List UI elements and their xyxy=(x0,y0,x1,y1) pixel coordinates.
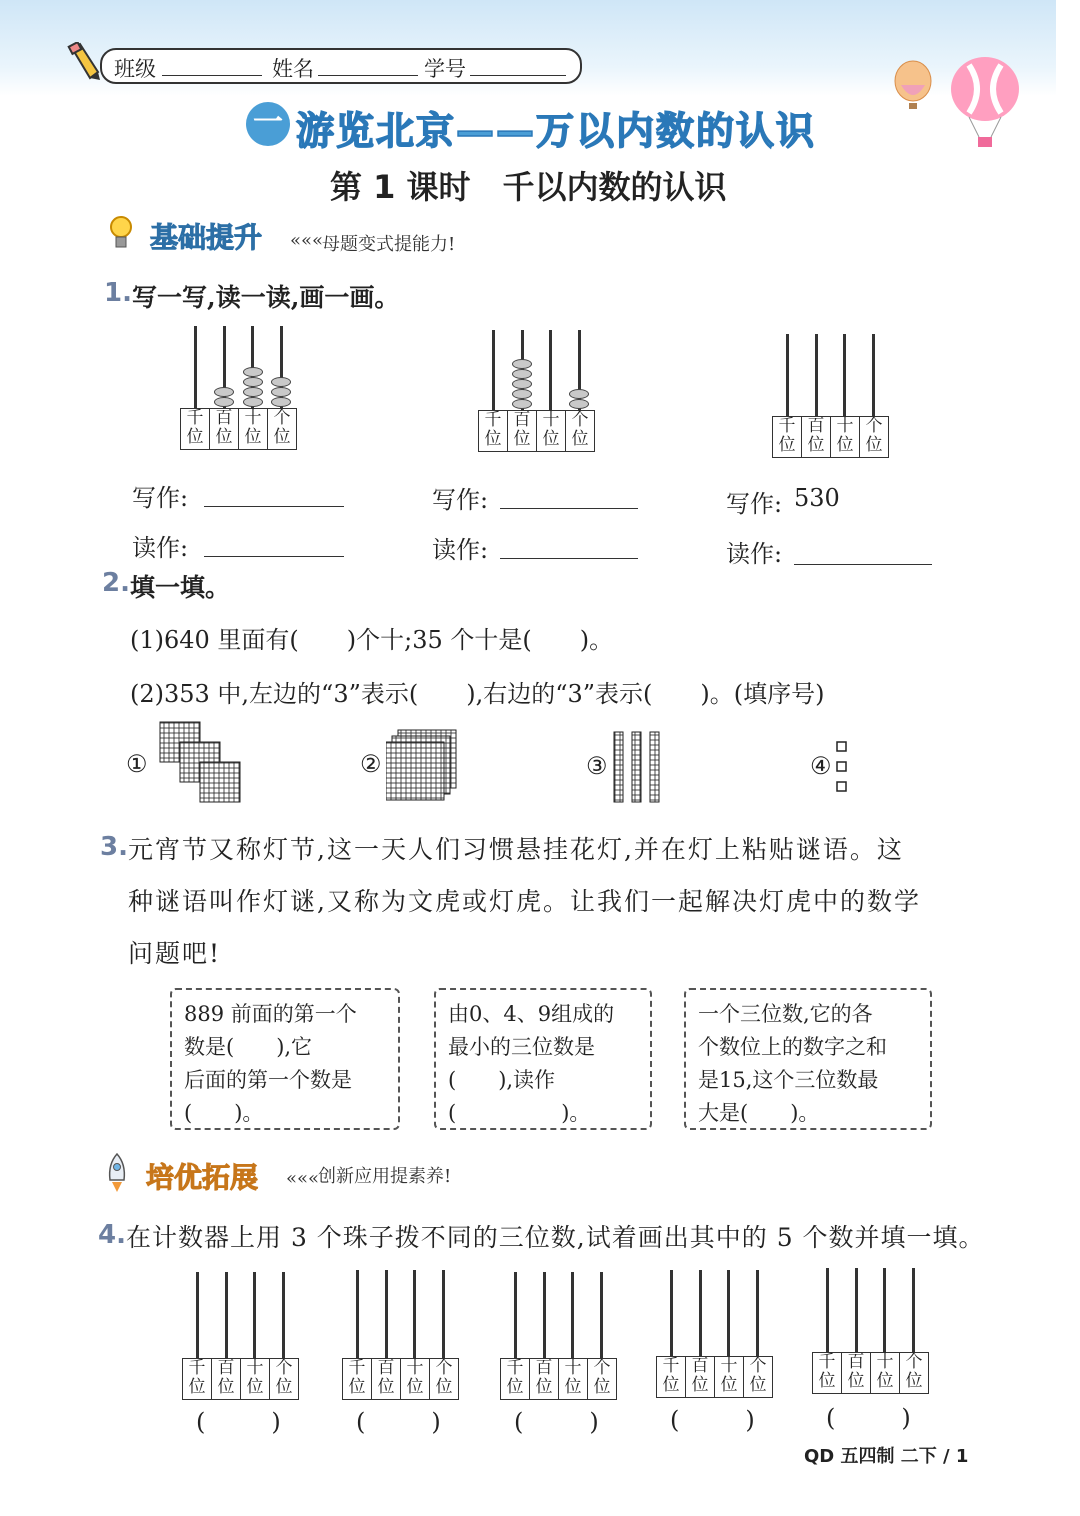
q2-line2: (2)353 中,左边的“3”表示( ),右边的“3”表示( )。(填序号) xyxy=(130,680,825,708)
id-label: 学号 xyxy=(424,57,466,81)
riddle-1-line: ( )。 xyxy=(184,1101,264,1125)
place-label: 千 位 xyxy=(181,409,210,449)
q4-answer-blank-4[interactable]: ( ) xyxy=(670,1406,761,1434)
q1-read-field-3[interactable] xyxy=(794,564,932,565)
abacus-rod xyxy=(514,1272,517,1358)
q1-write-label-2: 写作: xyxy=(432,486,489,514)
hundred-flats-icon xyxy=(386,728,460,802)
q1-write-field-2[interactable] xyxy=(500,508,638,509)
option-4-label: ④ xyxy=(810,752,832,780)
q4-number: 4. xyxy=(98,1220,126,1250)
abacus-rod xyxy=(912,1268,915,1352)
abacus-place-labels xyxy=(812,1352,929,1394)
abacus-rod xyxy=(727,1270,730,1356)
abacus-rod xyxy=(786,334,789,416)
q1-read-label-1: 读作: xyxy=(132,534,189,562)
riddle-2-line: 最小的三位数是 xyxy=(448,1035,595,1059)
place-label: 千 位 xyxy=(657,1357,686,1397)
abacus-rod xyxy=(282,1272,285,1358)
abacus-bead xyxy=(243,397,263,407)
abacus-bead xyxy=(271,387,291,397)
abacus-rod xyxy=(670,1270,673,1356)
place-label: 个 位 xyxy=(571,410,589,449)
ten-rods-icon xyxy=(610,730,664,804)
abacus-3[interactable] xyxy=(772,334,886,458)
q1-write-label-1: 写作: xyxy=(132,484,189,512)
place-label: 千 位 xyxy=(183,1359,212,1399)
place-label: 个 位 xyxy=(435,1358,453,1397)
place-label: 千 位 xyxy=(501,1359,530,1399)
abacus-rod xyxy=(826,1268,829,1352)
place-label: 个 位 xyxy=(593,1358,611,1397)
place-label: 千 位 xyxy=(343,1359,372,1399)
q1-read-field-1[interactable] xyxy=(204,556,344,557)
q3-text-line1: 元宵节又称灯节,这一天人们习惯悬挂花灯,并在灯上粘贴谜语。这 xyxy=(128,835,904,864)
place-label: 千 位 xyxy=(479,411,508,451)
abacus-place-labels xyxy=(180,408,297,450)
abacus-rod xyxy=(571,1272,574,1358)
name-label: 姓名 xyxy=(272,57,314,81)
place-label: 个 位 xyxy=(273,408,291,447)
abacus-rod xyxy=(253,1272,256,1358)
unit-cubes-icon xyxy=(834,740,850,796)
section2-subtitle: 创新应用提素养! xyxy=(318,1166,452,1187)
q1-read-label-2: 读作: xyxy=(432,536,489,564)
unit-number-badge: 一 xyxy=(246,102,290,146)
class-field[interactable] xyxy=(162,75,262,76)
section1-arrow-text: ««« xyxy=(290,230,324,251)
place-label: 百 位 xyxy=(802,417,831,457)
riddle-2-line: 由0、4、9组成的 xyxy=(448,1002,615,1026)
q1-write-label-3: 写作: xyxy=(726,490,783,518)
place-label: 千 位 xyxy=(773,417,802,457)
abacus-rod xyxy=(413,1270,416,1358)
id-field[interactable] xyxy=(470,75,566,76)
abacus-q4-3[interactable] xyxy=(500,1272,614,1400)
q4-answer-blank-2[interactable]: ( ) xyxy=(356,1408,447,1436)
place-label: 十 位 xyxy=(401,1359,430,1399)
place-label: 十 位 xyxy=(871,1353,900,1393)
abacus-rod xyxy=(883,1268,886,1352)
place-label: 百 位 xyxy=(212,1359,241,1399)
unit-title: 游览北京——万以内数的认识 xyxy=(296,109,817,153)
place-label: 百 位 xyxy=(508,411,537,451)
q2-line1: (1)640 里面有( )个十;35 个十是( )。 xyxy=(130,626,614,654)
q2-text: 填一填。 xyxy=(130,573,231,602)
abacus-rod xyxy=(756,1270,759,1356)
q2-number: 2. xyxy=(102,568,130,598)
place-label: 十 位 xyxy=(241,1359,270,1399)
place-label: 个 位 xyxy=(905,1352,923,1391)
riddle-3-line: 一个三位数,它的各 xyxy=(698,1002,873,1026)
q3-text-line3: 问题吧! xyxy=(128,939,222,968)
abacus-rod xyxy=(194,326,197,408)
section1-title: 基础提升 xyxy=(150,221,263,254)
lesson-title: 第 1 课时 千以内数的认识 xyxy=(330,168,727,206)
option-3-label: ③ xyxy=(586,752,608,780)
page-footer: QD 五四制 二下 / 1 xyxy=(804,1446,969,1467)
riddle-1-line: 889 前面的第一个 xyxy=(184,1002,357,1026)
abacus-bead xyxy=(214,387,234,397)
q4-answer-blank-1[interactable]: ( ) xyxy=(196,1408,287,1436)
lightbulb-icon xyxy=(108,214,134,252)
abacus-bead xyxy=(569,399,589,409)
abacus-q4-1[interactable] xyxy=(182,1272,296,1400)
place-label: 百 位 xyxy=(530,1359,559,1399)
place-label: 个 位 xyxy=(865,416,883,455)
abacus-q4-2[interactable] xyxy=(342,1270,456,1400)
abacus-place-labels xyxy=(182,1358,299,1400)
section2-arrow-text: ««« xyxy=(286,1168,320,1189)
q3-text-line2: 种谜语叫作灯谜,又称为文虎或灯虎。让我们一起解决灯虎中的数学 xyxy=(128,887,921,916)
abacus-bead xyxy=(271,377,291,387)
riddle-1-line: 数是( ),它 xyxy=(184,1035,313,1059)
abacus-place-labels xyxy=(656,1356,773,1398)
riddle-3-line: 大是( )。 xyxy=(698,1101,820,1125)
q1-read-field-2[interactable] xyxy=(500,558,638,559)
abacus-rod xyxy=(872,334,875,416)
abacus-bead xyxy=(512,389,532,399)
q1-number: 1. xyxy=(104,278,132,308)
q1-text: 写一写,读一读,画一画。 xyxy=(132,283,400,312)
abacus-bead xyxy=(512,369,532,379)
riddle-3-line: 是15,这个三位数最 xyxy=(698,1068,879,1092)
abacus-bead xyxy=(243,377,263,387)
abacus-rod xyxy=(843,334,846,416)
thousand-cubes-icon xyxy=(154,718,246,810)
abacus-1 xyxy=(180,326,294,450)
abacus-rod xyxy=(815,334,818,416)
abacus-bead xyxy=(243,387,263,397)
q4-answer-blank-3[interactable]: ( ) xyxy=(514,1408,605,1436)
option-1-label: ① xyxy=(126,750,148,778)
abacus-rod xyxy=(225,1272,228,1358)
abacus-rod xyxy=(196,1272,199,1358)
abacus-2 xyxy=(478,330,592,452)
place-label: 十 位 xyxy=(715,1357,744,1397)
abacus-rod xyxy=(543,1272,546,1358)
place-label: 百 位 xyxy=(210,409,239,449)
place-label: 十 位 xyxy=(239,409,268,449)
abacus-rod xyxy=(492,330,495,410)
q1-write-field-1[interactable] xyxy=(204,506,344,507)
abacus-rod xyxy=(699,1270,702,1356)
rocket-icon xyxy=(104,1152,130,1194)
abacus-bead xyxy=(569,389,589,399)
option-2-label: ② xyxy=(360,750,382,778)
abacus-rod xyxy=(356,1270,359,1358)
abacus-q4-4[interactable] xyxy=(656,1270,770,1398)
abacus-rod xyxy=(549,330,552,410)
place-label: 十 位 xyxy=(537,411,566,451)
place-label: 百 位 xyxy=(372,1359,401,1399)
place-label: 十 位 xyxy=(559,1359,588,1399)
section1-subtitle: 母题变式提能力! xyxy=(322,234,456,255)
abacus-rod xyxy=(442,1270,445,1358)
class-label: 班级 xyxy=(114,57,156,81)
q4-text: 在计数器上用 3 个珠子拨不同的三位数,试着画出其中的 5 个数并填一填。 xyxy=(126,1223,985,1252)
place-label: 个 位 xyxy=(749,1356,767,1395)
section2-title: 培优拓展 xyxy=(146,1161,259,1194)
place-label: 十 位 xyxy=(831,417,860,457)
riddle-2-line: ( ),读作 xyxy=(448,1068,556,1092)
abacus-rod xyxy=(600,1272,603,1358)
abacus-q4-5[interactable] xyxy=(812,1268,926,1394)
abacus-bead xyxy=(243,367,263,377)
abacus-place-labels xyxy=(772,416,889,458)
place-label: 千 位 xyxy=(813,1353,842,1393)
place-label: 个 位 xyxy=(275,1358,293,1397)
name-field[interactable] xyxy=(318,75,418,76)
q3-number: 3. xyxy=(100,832,128,862)
abacus-bead xyxy=(271,397,291,407)
riddle-2-line: ( )。 xyxy=(448,1101,591,1125)
riddle-box-3 xyxy=(684,988,932,1130)
riddle-box-2 xyxy=(434,988,652,1130)
riddle-1-line: 后面的第一个数是 xyxy=(184,1068,352,1092)
q4-answer-blank-5[interactable]: ( ) xyxy=(826,1404,917,1432)
place-label: 百 位 xyxy=(686,1357,715,1397)
place-label: 百 位 xyxy=(842,1353,871,1393)
abacus-place-labels xyxy=(500,1358,617,1400)
riddle-box-1 xyxy=(170,988,400,1130)
q1-read-label-3: 读作: xyxy=(726,540,783,568)
student-info-bar xyxy=(100,48,582,84)
pencil-icon xyxy=(66,42,102,82)
abacus-rod xyxy=(855,1268,858,1352)
abacus-bead xyxy=(512,399,532,409)
abacus-rod xyxy=(385,1270,388,1358)
riddle-3-line: 个数位上的数字之和 xyxy=(698,1035,887,1059)
abacus-place-labels xyxy=(478,410,595,452)
abacus-bead xyxy=(214,397,234,407)
abacus-bead xyxy=(512,359,532,369)
hot-air-balloon-icon xyxy=(885,55,1045,155)
abacus-place-labels xyxy=(342,1358,459,1400)
abacus-bead xyxy=(512,379,532,389)
q1-given-value: 530 xyxy=(794,484,840,512)
